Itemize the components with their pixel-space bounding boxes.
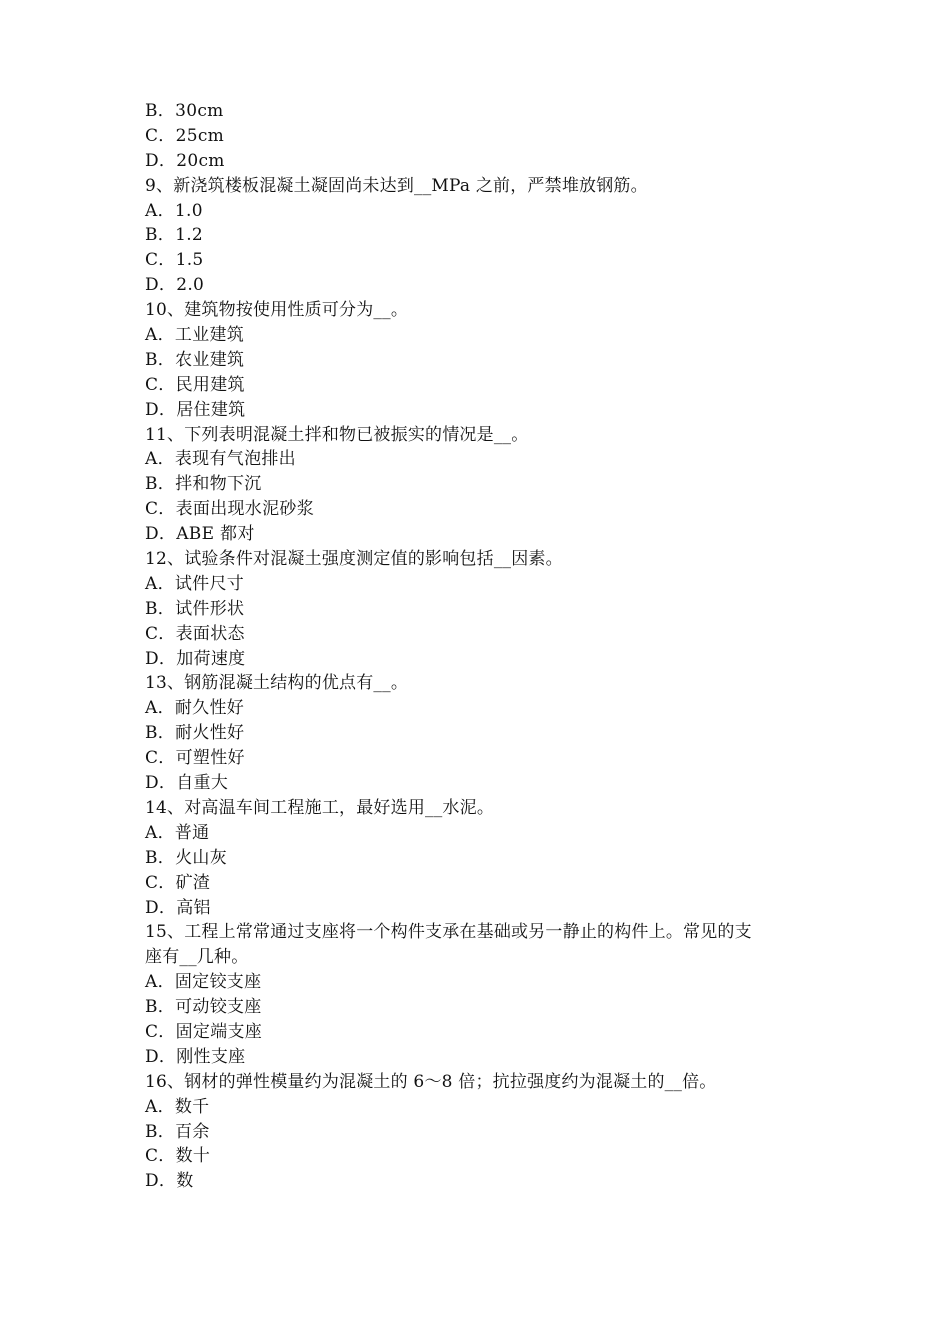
answer-option: D．加荷速度 xyxy=(145,648,246,669)
answer-option: A．表现有气泡排出 xyxy=(145,449,296,470)
answer-option: C．可塑性好 xyxy=(145,748,245,769)
question-text: 座有__几种。 xyxy=(145,947,249,968)
question-text: 9、新浇筑楼板混凝土凝固尚未达到__MPa 之前，严禁堆放钢筋。 xyxy=(145,175,648,196)
answer-option: D．20cm xyxy=(145,150,225,171)
answer-option: D．2.0 xyxy=(145,275,205,296)
answer-option: A．1.0 xyxy=(145,200,203,221)
answer-option: D．高铝 xyxy=(145,897,211,918)
answer-option: B．耐火性好 xyxy=(145,723,245,744)
answer-option: B．拌和物下沉 xyxy=(145,474,262,495)
answer-option: D．数 xyxy=(145,1171,194,1192)
answer-option: C．1.5 xyxy=(145,250,204,271)
question-text: 15、工程上常常通过支座将一个构件支承在基础或另一静止的构件上。常见的支 xyxy=(145,922,752,943)
question-text: 12、试验条件对混凝土强度测定值的影响包括__因素。 xyxy=(145,549,563,570)
question-text: 13、钢筋混凝土结构的优点有__。 xyxy=(145,673,409,694)
answer-option: C．固定端支座 xyxy=(145,1021,263,1042)
answer-option: B．试件形状 xyxy=(145,598,245,619)
answer-option: C．表面状态 xyxy=(145,623,245,644)
exam-questions-body xyxy=(145,99,815,1194)
answer-option: B．30cm xyxy=(145,101,224,121)
answer-option: B．百余 xyxy=(145,1121,210,1142)
question-text: 14、对高温车间工程施工，最好选用__水泥。 xyxy=(145,797,495,818)
question-text: 10、建筑物按使用性质可分为__。 xyxy=(145,300,409,321)
answer-option: B．可动铰支座 xyxy=(145,997,262,1018)
answer-option: C．矿渣 xyxy=(145,872,211,893)
answer-option: C．25cm xyxy=(145,125,225,146)
answer-option: C．民用建筑 xyxy=(145,374,245,395)
answer-option: A．数千 xyxy=(145,1096,210,1117)
answer-option: D．自重大 xyxy=(145,773,229,794)
answer-option: D．居住建筑 xyxy=(145,399,246,420)
answer-option: C．表面出现水泥砂浆 xyxy=(145,499,315,520)
answer-option: A．普通 xyxy=(145,822,210,843)
answer-option: A．固定铰支座 xyxy=(145,972,262,993)
question-text: 11、下列表明混凝土拌和物已被振实的情况是__。 xyxy=(145,424,529,445)
answer-option: A．试件尺寸 xyxy=(145,573,245,594)
answer-option: D．刚性支座 xyxy=(145,1046,246,1067)
answer-option: B．1.2 xyxy=(145,225,204,246)
answer-option: D．ABE 都对 xyxy=(145,524,255,545)
answer-option: C．数十 xyxy=(145,1146,211,1167)
answer-option: B．火山灰 xyxy=(145,847,227,868)
answer-option: A．工业建筑 xyxy=(145,325,245,346)
question-text: 16、钢材的弹性模量约为混凝土的 6～8 倍；抗拉强度约为混凝土的__倍。 xyxy=(145,1071,717,1092)
answer-option: B．农业建筑 xyxy=(145,349,245,370)
answer-option: A．耐久性好 xyxy=(145,698,245,719)
